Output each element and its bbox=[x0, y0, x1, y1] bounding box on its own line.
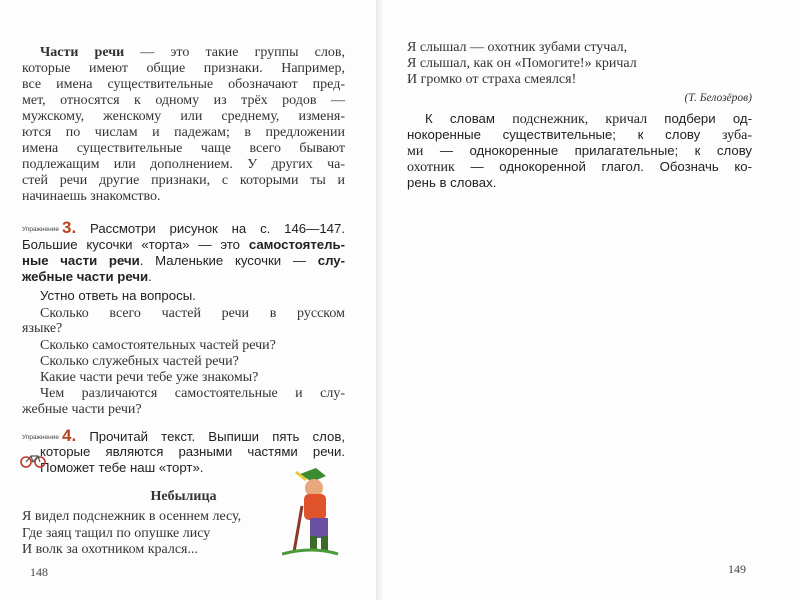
text-line bbox=[407, 56, 752, 72]
text-segment: Где заяц тащил по опушке лису bbox=[22, 526, 211, 541]
text-line bbox=[40, 45, 345, 61]
text-segment: К словам bbox=[425, 111, 513, 126]
bold-term: жебные части речи bbox=[22, 269, 149, 284]
text-segment: . bbox=[148, 269, 152, 284]
text-line bbox=[40, 386, 345, 402]
text-segment: Какие части речи тебе уже знакомы? bbox=[40, 370, 259, 385]
text-line bbox=[22, 220, 345, 238]
text-segment: нокоренные существительные; к слову bbox=[407, 127, 722, 142]
text-segment: ются по числам и падежам; в предложении bbox=[22, 125, 345, 140]
text-segment: Рассмотри рисунок на с. 146—147. bbox=[76, 221, 345, 236]
text-line bbox=[407, 72, 752, 88]
text-segment: Сколько всего частей речи в русском bbox=[40, 306, 345, 321]
exercise-label: Упражнение bbox=[22, 434, 59, 441]
text-segment: И громко от страха смеялся! bbox=[407, 72, 577, 87]
text-line bbox=[22, 542, 275, 558]
text-segment: Большие кусочки «торта» — это bbox=[22, 237, 249, 252]
text-line bbox=[22, 269, 345, 285]
text-line bbox=[22, 237, 345, 253]
text-line bbox=[407, 127, 752, 144]
text-segment: подбери од- bbox=[647, 111, 753, 126]
text-line bbox=[407, 90, 752, 106]
page-number: 148 bbox=[30, 565, 48, 579]
text-segment: начинаешь знакомство. bbox=[22, 189, 161, 204]
text-line bbox=[22, 109, 345, 125]
bold-term: Небылица bbox=[150, 489, 217, 504]
text-segment: Чем различаются самостоятельные и слу- bbox=[40, 386, 345, 401]
text-line bbox=[407, 175, 752, 191]
left-page bbox=[0, 0, 378, 600]
text-line bbox=[22, 141, 345, 157]
text-segment: стей речи другие признаки, с которыми ты и bbox=[22, 173, 345, 188]
text-segment: Прочитай текст. Выпиши пять слов, bbox=[76, 429, 345, 444]
exercise-label: Упражнение bbox=[22, 226, 59, 233]
right-page bbox=[382, 0, 800, 600]
text-line bbox=[22, 173, 345, 189]
text-segment: рень в словах. bbox=[407, 175, 497, 190]
text-line bbox=[40, 288, 345, 304]
text-segment: мет, относятся к одному из трёх родов — bbox=[22, 93, 345, 108]
text-segment: подлежащим или дополнением. У других ча- bbox=[22, 157, 345, 172]
text-segment: (Т. Белозёров) bbox=[684, 92, 752, 104]
text-line bbox=[22, 321, 345, 337]
text-segment: Сколько самостоятельных частей речи? bbox=[40, 338, 276, 353]
text-segment: подснежник, кричал bbox=[512, 112, 648, 127]
text-segment: все имена существительные обозначают пред- bbox=[22, 77, 345, 92]
text-segment: Сколько служебных частей речи? bbox=[40, 354, 239, 369]
text-line bbox=[40, 354, 345, 370]
exercise-number: 3. bbox=[61, 218, 77, 237]
text-line bbox=[22, 93, 345, 109]
text-line bbox=[22, 253, 345, 269]
text-line bbox=[22, 77, 345, 93]
text-segment: охотник bbox=[407, 160, 455, 175]
text-segment: которые являются разными частями речи. bbox=[40, 444, 345, 459]
text-line bbox=[22, 157, 345, 173]
text-line bbox=[40, 338, 345, 354]
text-line bbox=[407, 40, 752, 56]
text-segment: — однокоренной глагол. Обозначь ко- bbox=[454, 159, 752, 174]
bold-term: ные части речи bbox=[22, 253, 140, 268]
text-segment: которые имеют общие признаки. Например, bbox=[22, 61, 345, 76]
text-line bbox=[40, 444, 345, 460]
exercise-number: 4. bbox=[61, 426, 77, 445]
text-line bbox=[22, 402, 345, 418]
text-line bbox=[22, 526, 275, 542]
text-segment: Устно ответь на вопросы. bbox=[40, 288, 196, 303]
text-segment: жебные части речи? bbox=[22, 402, 142, 417]
hunter-illustration bbox=[282, 466, 342, 558]
text-segment: . Маленькие кусочки — bbox=[139, 253, 318, 268]
text-segment: Я видел подснежник в осеннем лесу, bbox=[22, 509, 242, 524]
text-line bbox=[22, 61, 345, 77]
text-segment: Я слышал, как он «Помогите!» кричал bbox=[407, 56, 637, 71]
text-line bbox=[22, 125, 345, 141]
text-line bbox=[22, 189, 345, 205]
text-line bbox=[22, 509, 275, 525]
text-segment: И волк за охотником крался... bbox=[22, 542, 198, 557]
bicycle-icon bbox=[20, 452, 46, 468]
text-line bbox=[40, 306, 345, 322]
text-segment: ми bbox=[407, 144, 424, 159]
text-line bbox=[425, 111, 752, 128]
text-segment: — однокоренные прилагательные; к слову bbox=[423, 143, 752, 158]
text-line bbox=[407, 143, 752, 160]
text-segment: Я слышал — охотник зубами стучал, bbox=[407, 40, 628, 55]
bold-term: слу- bbox=[317, 253, 345, 268]
text-segment: имена существительные чаще всего бывают bbox=[22, 141, 345, 156]
text-segment: зуба- bbox=[721, 128, 752, 143]
bold-term: Части речи bbox=[40, 45, 125, 60]
text-line bbox=[40, 370, 345, 386]
text-segment: языке? bbox=[22, 321, 63, 336]
bold-term: самостоятель- bbox=[248, 237, 345, 252]
text-segment: Поможет тебе наш «торт». bbox=[40, 460, 204, 475]
text-segment: — это такие группы слов, bbox=[124, 45, 345, 60]
page-number: 149 bbox=[728, 562, 746, 576]
text-segment: мужскому, женскому или среднему, изменя- bbox=[22, 109, 345, 124]
text-line bbox=[407, 159, 752, 176]
